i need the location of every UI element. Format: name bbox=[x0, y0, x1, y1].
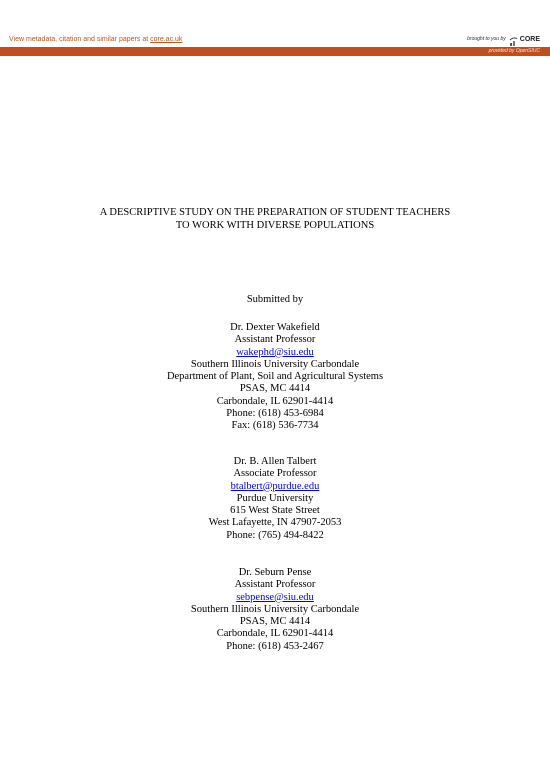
author-email-link[interactable]: btalbert@purdue.edu bbox=[230, 480, 320, 492]
author-fax: Fax: (618) 536-7734 bbox=[231, 420, 319, 432]
author-position: Assistant Professor bbox=[234, 334, 316, 346]
core-ac-uk-link[interactable]: core.ac.uk bbox=[150, 36, 183, 43]
author-institution: Southern Illinois University Carbondale bbox=[190, 358, 360, 370]
submitted-by-label: Submitted by bbox=[246, 294, 304, 305]
author-institution: Purdue University bbox=[236, 492, 314, 504]
author-position: Assistant Professor bbox=[234, 579, 316, 591]
brought-to-you-by-label: brought to you by bbox=[467, 36, 506, 42]
author-address-line-1: PSAS, MC 4414 bbox=[239, 616, 311, 628]
title-line-1: A DESCRIPTIVE STUDY ON THE PREPARATION OF STUDENT TEACHERS bbox=[99, 207, 451, 218]
author-block-wakefield bbox=[0, 322, 550, 433]
author-department: Department of Plant, Soil and Agricultural Systems bbox=[166, 371, 384, 383]
author-institution: Southern Illinois University Carbondale bbox=[190, 603, 360, 615]
author-address-line-2: Carbondale, IL 62901-4414 bbox=[216, 628, 334, 640]
author-address-line-2: Carbondale, IL 62901-4414 bbox=[216, 395, 334, 407]
core-banner bbox=[0, 29, 550, 46]
provided-by-bar bbox=[0, 47, 550, 56]
author-phone: Phone: (618) 453-2467 bbox=[226, 640, 324, 652]
author-block-pense bbox=[0, 567, 550, 653]
core-logo-icon bbox=[509, 34, 518, 44]
author-position: Associate Professor bbox=[233, 468, 317, 480]
author-address-line-1: PSAS, MC 4414 bbox=[239, 383, 311, 395]
core-brand[interactable] bbox=[467, 33, 540, 45]
author-name: Dr. B. Allen Talbert bbox=[233, 456, 317, 467]
author-name: Dr. Dexter Wakefield bbox=[230, 322, 320, 333]
core-metadata-text bbox=[9, 36, 182, 43]
core-metadata-label: View metadata, citation and similar papers at bbox=[9, 36, 149, 43]
author-address-line-2: West Lafayette, IN 47907-2053 bbox=[208, 517, 342, 529]
document-title bbox=[0, 207, 550, 232]
author-block-talbert bbox=[0, 456, 550, 542]
author-phone: Phone: (618) 453-6984 bbox=[226, 408, 324, 420]
author-name: Dr. Seburn Pense bbox=[238, 567, 312, 578]
author-address-line-1: 615 West State Street bbox=[230, 505, 320, 517]
author-email-link[interactable]: wakephd@siu.edu bbox=[236, 346, 314, 358]
title-line-2: TO WORK WITH DIVERSE POPULATIONS bbox=[175, 219, 375, 231]
author-phone: Phone: (765) 494-8422 bbox=[226, 529, 324, 541]
core-brand-name: CORE bbox=[519, 35, 540, 43]
provided-by-label[interactable]: provided by OpenSIUC bbox=[488, 47, 540, 54]
author-email-link[interactable]: sebpense@siu.edu bbox=[236, 591, 314, 603]
